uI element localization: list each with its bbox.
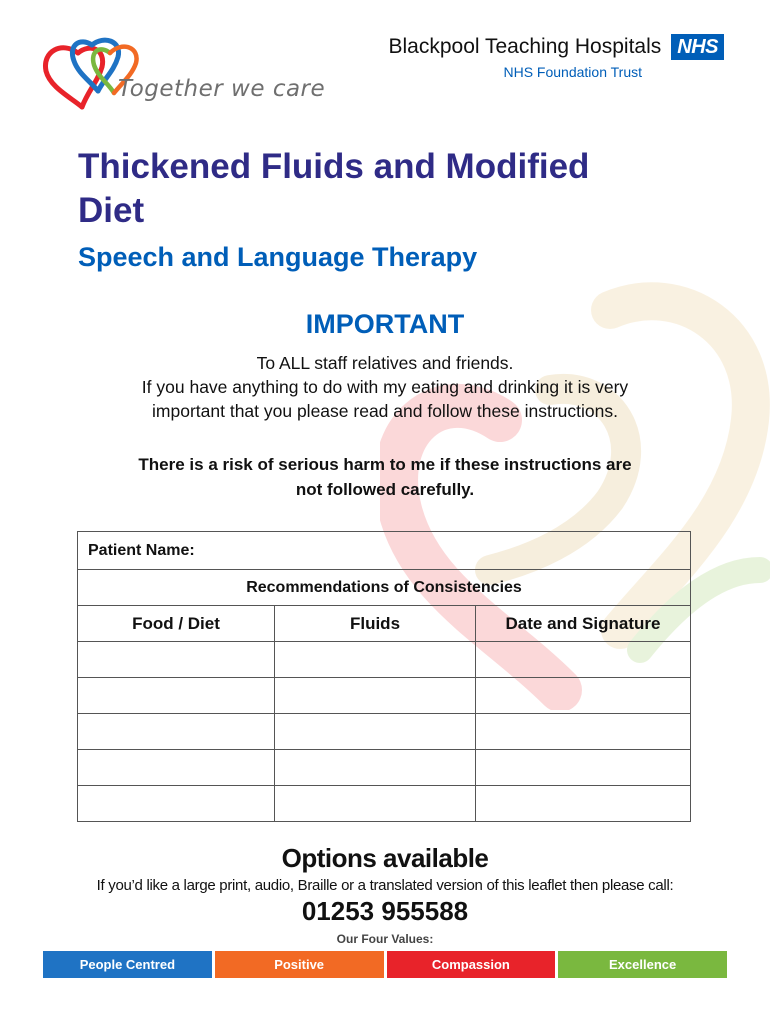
recommendations-header: Recommendations of Consistencies	[78, 570, 691, 606]
table-row	[78, 642, 691, 678]
values-label: Our Four Values:	[336, 932, 434, 946]
fluids-cell[interactable]	[275, 786, 476, 822]
logo-tagline: Together we care	[118, 76, 326, 102]
intro-line: To ALL staff relatives and friends.	[256, 353, 514, 373]
food-cell[interactable]	[78, 750, 275, 786]
org-name: Blackpool Teaching Hospitals	[388, 35, 662, 58]
table-row	[78, 750, 691, 786]
food-cell[interactable]	[78, 714, 275, 750]
trust-name: NHS Foundation Trust	[503, 64, 642, 80]
recommendations-table	[77, 531, 691, 822]
warning-text	[70, 452, 700, 502]
warning-line: There is a risk of serious harm to me if these instructions are	[138, 455, 632, 474]
patient-name-row	[78, 532, 691, 570]
phone-number: 01253 955588	[301, 896, 469, 926]
table-row	[78, 678, 691, 714]
patient-name-field[interactable]: Patient Name:	[78, 532, 691, 570]
fluids-cell[interactable]	[275, 714, 476, 750]
important-heading: IMPORTANT	[305, 309, 465, 339]
intro-line: important that you please read and follow these instructions.	[152, 401, 618, 421]
nhs-logo: NHS	[671, 34, 724, 60]
column-header-row	[78, 606, 691, 642]
page-subtitle: Speech and Language Therapy	[78, 242, 478, 272]
value-compassion: Compassion	[387, 951, 556, 978]
warning-line: not followed carefully.	[295, 480, 475, 499]
food-cell[interactable]	[78, 678, 275, 714]
date-signature-cell[interactable]	[476, 714, 691, 750]
date-signature-cell[interactable]	[476, 750, 691, 786]
column-header-food: Food / Diet	[78, 606, 275, 642]
fluids-cell[interactable]	[275, 750, 476, 786]
value-positive: Positive	[215, 951, 384, 978]
date-signature-cell[interactable]	[476, 642, 691, 678]
food-cell[interactable]	[78, 642, 275, 678]
column-header-fluids: Fluids	[275, 606, 476, 642]
column-header-date-signature: Date and Signature	[476, 606, 691, 642]
value-people-centred: People Centred	[43, 951, 212, 978]
intro-line: If you have anything to do with my eating and drinking it is very	[141, 377, 629, 397]
intro-text	[70, 351, 700, 423]
page-title: Thickened Fluids and Modified Diet	[78, 147, 590, 230]
date-signature-cell[interactable]	[476, 786, 691, 822]
fluids-cell[interactable]	[275, 642, 476, 678]
table-row	[78, 714, 691, 750]
options-text: If you’d like a large print, audio, Braille or a translated version of this leaflet then please call:	[96, 877, 674, 894]
value-excellence: Excellence	[558, 951, 727, 978]
recommendations-header-row	[78, 570, 691, 606]
table-row	[78, 786, 691, 822]
values-bar	[43, 951, 727, 978]
date-signature-cell[interactable]	[476, 678, 691, 714]
options-heading: Options available	[281, 843, 489, 873]
organisation-header	[388, 34, 724, 80]
food-cell[interactable]	[78, 786, 275, 822]
fluids-cell[interactable]	[275, 678, 476, 714]
